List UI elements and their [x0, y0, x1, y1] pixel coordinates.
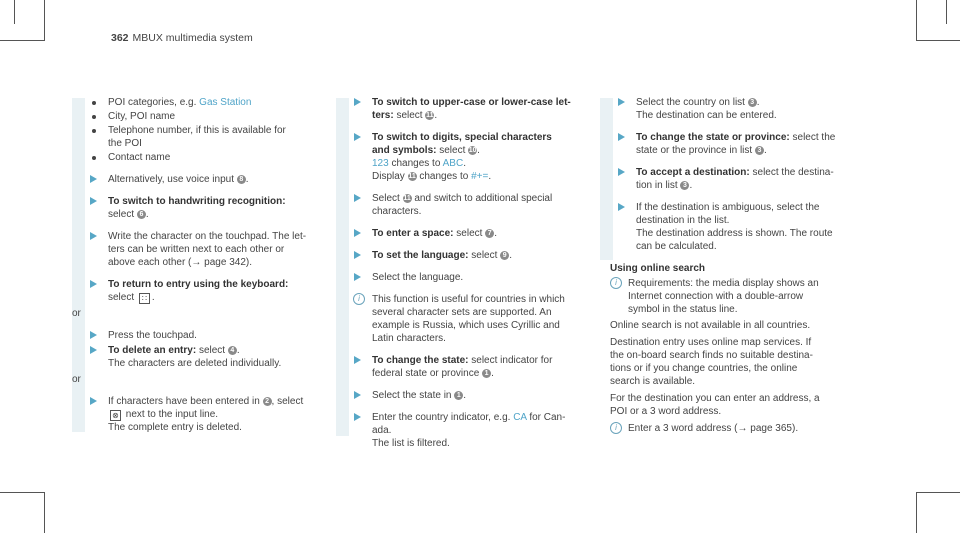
page-number: 362 [111, 32, 129, 44]
step-arrow-icon [618, 98, 625, 106]
step-arrow-icon [90, 280, 97, 288]
step-arrow-icon [618, 168, 625, 176]
info-icon: i [353, 293, 365, 305]
step: If characters have been entered in 2 , select ⊗ next to the input line. The complete entry is deleted. [72, 395, 312, 434]
column-2 [336, 96, 592, 459]
step: To switch to upper-case or lower-case let- ters: select 11. [336, 96, 592, 122]
callout-badge: 1 [482, 369, 491, 378]
callout-badge: 9 [500, 251, 509, 260]
step: To return to entry using the keyboard: select ∷ . [72, 278, 312, 304]
step-arrow-icon [90, 346, 97, 354]
or-text: or [72, 374, 81, 385]
callout-badge: 1 [454, 391, 463, 400]
crop-mark [916, 0, 917, 41]
paragraph: Destination entry uses online map services. If the on-board search finds no suitable destina- tions or if you change countries, the online search is available. [610, 337, 813, 387]
paragraph: Online search is not available in all countries. [610, 320, 811, 331]
step: To set the language: select 9 . [336, 249, 592, 262]
crop-mark [916, 40, 960, 41]
step-arrow-icon [354, 251, 361, 259]
step: Alternatively, use voice input 8 . [72, 173, 312, 186]
step: Select the language. [336, 271, 592, 284]
column-3 [600, 96, 862, 444]
info-icon: i [610, 277, 622, 289]
paragraph: For the destination you can enter an address, a POI or a 3 word address. [610, 393, 820, 417]
step: Write the character on the touchpad. The let- ters can be written next to each other or above each other (→ page 342). [72, 230, 312, 269]
callout-badge: 4 [228, 346, 237, 355]
crop-mark [946, 0, 947, 24]
callout-badge: 2 [263, 397, 272, 406]
crop-mark [916, 492, 960, 493]
callout-badge: 3 [755, 146, 764, 155]
step: Enter the country indicator, e.g. CA for Can- ada. The list is filtered. [336, 411, 592, 450]
page-title: MBUX multimedia system [132, 32, 253, 44]
step-arrow-icon [354, 356, 361, 364]
step: To switch to digits, special characters and symbols: select 10. 123 changes to ABC. Display 11 changes to #+=. [336, 131, 592, 183]
callout-badge: 3 [680, 181, 689, 190]
crop-mark [916, 492, 917, 533]
step-arrow-icon [90, 197, 97, 205]
step: To delete an entry: select 4 . The characters are deleted individually. [72, 344, 312, 370]
callout-badge: 8 [237, 175, 246, 184]
callout-badge: 7 [485, 229, 494, 238]
keyboard-icon: ∷ [139, 293, 150, 304]
crop-mark [44, 0, 45, 41]
step: To enter a space: select 7 . [336, 227, 592, 240]
list-item: City, POI name [72, 110, 312, 123]
callout-badge: 6 [137, 210, 146, 219]
crop-mark [14, 0, 15, 24]
step-arrow-icon [354, 273, 361, 281]
crop-mark [0, 40, 44, 41]
step: Select the state in 1 . [336, 389, 592, 402]
info-note: i This function is useful for countries in which several character sets are supported. An example is Russia, which uses Cyrillic and Latin characters. [336, 293, 592, 345]
list-item: Contact name [72, 151, 312, 164]
step: To switch to handwriting recognition: select 6 . [72, 195, 312, 221]
step: To change the state or province: select the state or the province in list 3 . [600, 131, 862, 157]
crop-mark [0, 492, 44, 493]
step-arrow-icon [90, 175, 97, 183]
callout-badge: 11 [403, 195, 411, 202]
step-arrow-icon [90, 232, 97, 240]
info-note: i Requirements: the media display shows an Internet connection with a double-arrow symbol in the status line. [610, 277, 862, 316]
step: If the destination is ambiguous, select the destination in the list. The destination address is shown. The route can be calculated. [600, 201, 862, 253]
list-item: Telephone number, if this is available for the POI [72, 124, 312, 150]
step-arrow-icon [354, 133, 361, 141]
step-arrow-icon [354, 229, 361, 237]
callout-badge: 11 [408, 173, 416, 180]
step: To change the state: select indicator for federal state or province 1 . [336, 354, 592, 380]
section-heading: Using online search [610, 263, 706, 274]
callout-badge: 3 [748, 98, 757, 107]
info-note: i Enter a 3 word address (→ page 365). [610, 422, 862, 435]
column-1 [72, 96, 312, 443]
page-header [111, 32, 253, 44]
step-arrow-icon [354, 391, 361, 399]
crop-mark [44, 492, 45, 533]
step-arrow-icon [90, 331, 97, 339]
step: Select 11 and switch to additional special characters. [336, 192, 592, 218]
step: Press the touchpad. [72, 329, 312, 342]
step-arrow-icon [618, 203, 625, 211]
step-arrow-icon [354, 98, 361, 106]
callout-badge: 11 [426, 112, 434, 119]
delete-icon: ⊗ [110, 410, 121, 421]
step-arrow-icon [354, 194, 361, 202]
step-arrow-icon [618, 133, 625, 141]
list-item: POI categories, e.g. Gas Station [72, 96, 312, 109]
step: To accept a destination: select the destina- tion in list 3 . [600, 166, 862, 192]
callout-badge: 10 [468, 147, 477, 154]
or-text: or [72, 308, 81, 319]
step-arrow-icon [354, 413, 361, 421]
step: Select the country on list 3 . The destination can be entered. [600, 96, 862, 122]
step-arrow-icon [90, 397, 97, 405]
info-icon: i [610, 422, 622, 434]
